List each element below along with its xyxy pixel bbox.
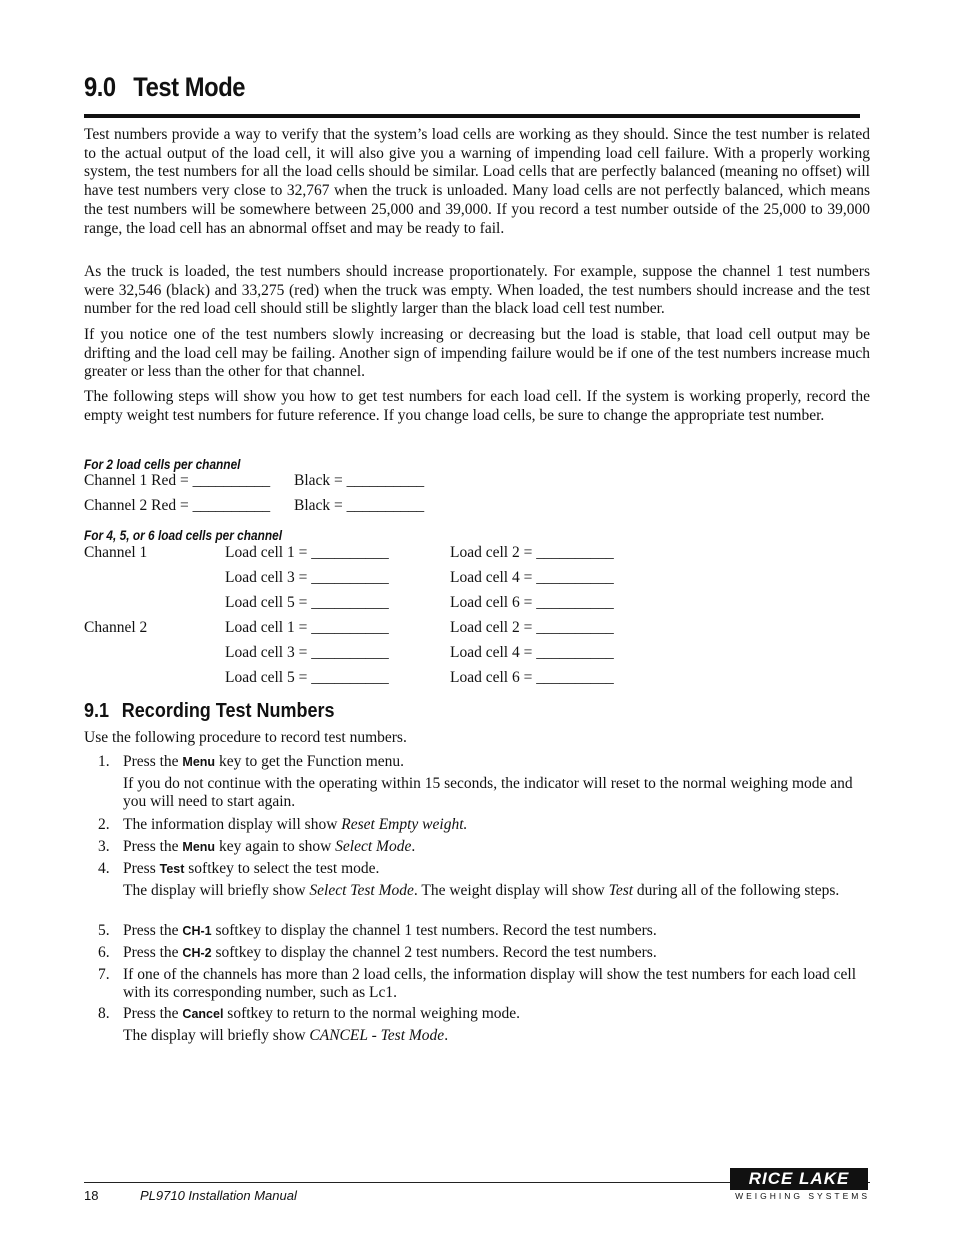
step-6: Press the CH-2 softkey to display the channel 2 test numbers. Record the test numbers. bbox=[123, 944, 657, 961]
cancel-key: Cancel bbox=[182, 1007, 224, 1021]
page-number: 18 bbox=[84, 1188, 99, 1203]
ch2-key: CH-2 bbox=[182, 946, 212, 960]
heading-rule bbox=[84, 114, 860, 118]
steps-paragraph: The following steps will show you how to get test numbers for each load cell. If the system is working properly, record the empty weight test numbers for future reference. If you change load cells, be sure to change the appropriate test number. bbox=[84, 388, 870, 424]
step-8: Press the Cancel softkey to return to the normal weighing mode. bbox=[123, 1005, 521, 1022]
manual-title: PL9710 Installation Manual bbox=[140, 1188, 297, 1203]
rice-lake-logo bbox=[730, 1168, 870, 1204]
load-cell-field: Load cell 2 = __________ bbox=[450, 544, 614, 561]
section-title: Test Mode bbox=[133, 72, 246, 102]
section-number: 9.0 bbox=[84, 72, 116, 102]
step-number: 2. bbox=[98, 816, 110, 833]
load-cell-field: Load cell 6 = __________ bbox=[450, 669, 614, 686]
step-number: 7. bbox=[98, 966, 110, 983]
ch2-red-field: Channel 2 Red = __________ bbox=[84, 497, 271, 514]
step-2: The information display will show Reset Empty weight. bbox=[123, 816, 468, 833]
menu-key: Menu bbox=[182, 840, 216, 854]
subsection-title-text: Recording Test Numbers bbox=[121, 700, 335, 722]
ch2-black-field: Black = __________ bbox=[294, 497, 425, 514]
two-cells-subheading: For 2 load cells per channel bbox=[84, 457, 241, 472]
load-cell-field: Load cell 3 = __________ bbox=[225, 569, 389, 586]
load-cell-field: Load cell 5 = __________ bbox=[225, 594, 389, 611]
drift-paragraph: If you notice one of the test numbers slowly increasing or decreasing but the load is stable, that load cell output may be drifting and the load cell may be failing. Another sign of impending failure would be if one of the test numbers increase much greater or less than the other for that channel. bbox=[84, 326, 870, 381]
subsection-number: 9.1 bbox=[84, 700, 110, 722]
step-number: 5. bbox=[98, 922, 110, 939]
logo-wordmark: RICE LAKE bbox=[730, 1168, 868, 1190]
channel-label: Channel 1 bbox=[84, 544, 148, 561]
logo-tagline: WEIGHING SYSTEMS bbox=[735, 1191, 870, 1201]
step-8-note: The display will briefly show CANCEL - Test Mode. bbox=[123, 1027, 449, 1044]
load-cell-field: Load cell 5 = __________ bbox=[225, 669, 389, 686]
step-4: Press Test softkey to select the test mode. bbox=[123, 860, 380, 877]
step-1-note: If you do not continue with the operating within 15 seconds, the indicator will reset to the normal weighing mode and you will need to start again. bbox=[123, 775, 853, 810]
subsection-title bbox=[84, 700, 335, 723]
ch1-red-field: Channel 1 Red = __________ bbox=[84, 472, 271, 489]
channel-label: Channel 2 bbox=[84, 619, 148, 636]
load-cell-field: Load cell 6 = __________ bbox=[450, 594, 614, 611]
intro-paragraph: Test numbers provide a way to verify that the system’s load cells are working as they should. Since the test number is related to the actual output of the load cell, it will also give you a warning of impending load cell failure. With a properly working system, the test numbers for all the load cells should be similar. Load cells that are perfectly balanced (meaning no offset) will have test numbers very close to 32,767 when the truck is unloaded. Many load cells are not perfectly balanced, which means the test numbers will be somewhere between 25,000 and 39,000. If you record a test number outside of the 25,000 to 39,000 range, the load cell has an abnormal offset and may be ready to fail. bbox=[84, 126, 870, 237]
load-cell-field: Load cell 3 = __________ bbox=[225, 644, 389, 661]
step-number: 6. bbox=[98, 944, 110, 961]
step-3: Press the Menu key again to show Select Mode. bbox=[123, 838, 416, 855]
test-key: Test bbox=[159, 862, 185, 876]
ch1-key: CH-1 bbox=[182, 924, 212, 938]
ch1-black-field: Black = __________ bbox=[294, 472, 425, 489]
load-cell-field: Load cell 1 = __________ bbox=[225, 619, 389, 636]
step-7: If one of the channels has more than 2 load cells, the information display will show the test numbers for each load cell with its corresponding number, such as Lc1. bbox=[123, 966, 857, 1001]
menu-key: Menu bbox=[182, 755, 216, 769]
step-number: 4. bbox=[98, 860, 110, 877]
step-number: 8. bbox=[98, 1005, 110, 1022]
step-number: 3. bbox=[98, 838, 110, 855]
load-cell-field: Load cell 2 = __________ bbox=[450, 619, 614, 636]
step-4-note: The display will briefly show Select Test Mode. The weight display will show Test during all of the following steps. bbox=[123, 882, 840, 899]
procedure-intro: Use the following procedure to record test numbers. bbox=[84, 729, 407, 746]
page-title bbox=[84, 72, 245, 103]
multi-cells-subheading: For 4, 5, or 6 load cells per channel bbox=[84, 528, 283, 543]
step-1: Press the Menu key to get the Function menu. bbox=[123, 753, 405, 770]
step-number: 1. bbox=[98, 753, 110, 770]
load-cell-field: Load cell 4 = __________ bbox=[450, 644, 614, 661]
load-cell-field: Load cell 4 = __________ bbox=[450, 569, 614, 586]
loaded-paragraph: As the truck is loaded, the test numbers should increase proportionately. For example, suppose the channel 1 test numbers were 32,546 (black) and 33,275 (red) when the truck was empty. When loaded, the test numbers should increase and the test number for the red load cell should still be slightly larger than the black load cell test number. bbox=[84, 263, 870, 318]
step-5: Press the CH-1 softkey to display the channel 1 test numbers. Record the test numbers. bbox=[123, 922, 657, 939]
load-cell-field: Load cell 1 = __________ bbox=[225, 544, 389, 561]
